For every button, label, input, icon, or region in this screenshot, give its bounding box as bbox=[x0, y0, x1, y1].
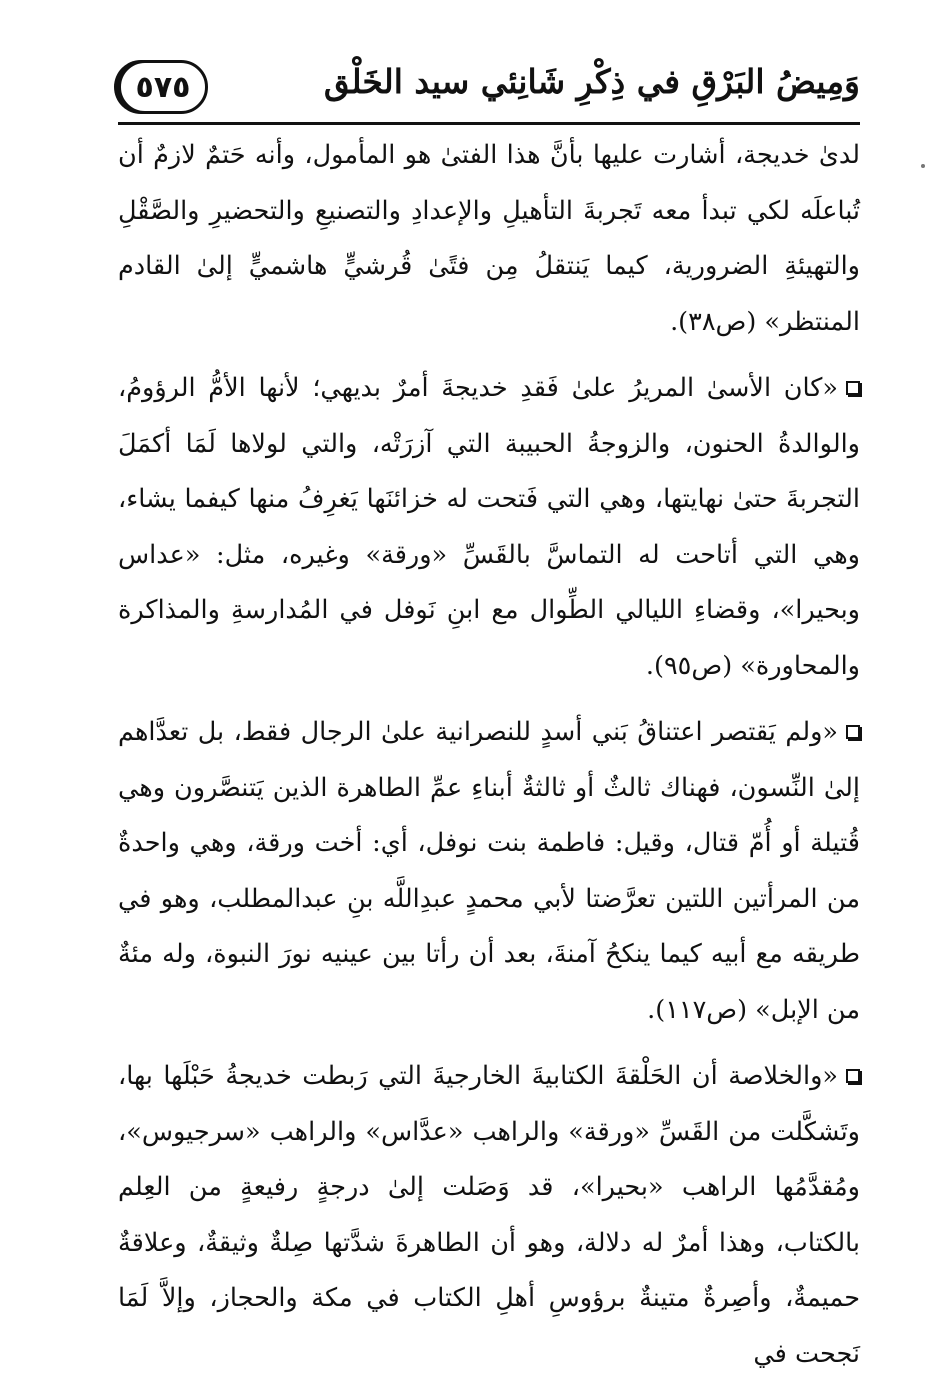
quoted-paragraph bbox=[118, 1049, 860, 1382]
page-number: ٥٧٥ bbox=[135, 69, 191, 105]
header-divider bbox=[118, 122, 860, 125]
paragraph-text: «ولم يَقتصر اعتناقُ بَني أسدٍ للنصرانية علىٰ الرجال فقط، بل تعدَّاهم إلىٰ النِّسون، فهناك ثالثٌ أو ثالثةٌ أبناءِ عمِّ الطاهرة الذين يَتنصَّرون وهي قُتيلة أو أُمّ قتال، وقيل: فاطمة بنت نوفل، أي: أخت ورقة، وهي واحدةٌ من المرأتين اللتين تعرَّضتا لأبي محمدٍ عبدِاللَّه بنِ عبدالمطلب، وهو في طريقه مع أبيه كيما ينكحُ آمنةَ، بعد أن رأتا بين عينيه نورَ النبوة، وله مئةٌ من الإبل» (ص١١٧). bbox=[118, 717, 860, 1025]
running-header bbox=[118, 60, 860, 122]
square-bullet-icon bbox=[846, 381, 860, 395]
page-number-badge bbox=[118, 60, 208, 114]
quoted-paragraph bbox=[118, 361, 860, 694]
square-bullet-icon bbox=[846, 1069, 860, 1083]
margin-speck bbox=[921, 164, 925, 168]
square-bullet-icon bbox=[846, 725, 860, 739]
body-text bbox=[118, 128, 860, 1382]
paragraph-text: «كان الأسىٰ المريرُ علىٰ فَقدِ خديجةَ أمرٌ بديهي؛ لأنها الأمُّ الرؤومُ، والوالدةُ الحنون، والزوجةُ الحبيبة التي آزرَتْه، والتي لولاها لَمَا أكمَلَ التجربةَ حتىٰ نهايتها، وهي التي فَتحت له خزائنَها يَغرِفُ منها كيفما يشاء، وهي التي أتاحت له التماسَّ بالقَسِّ «ورقة» وغيره، مثل: «عداس وبحيرا»، وقضاءِ الليالي الطِّوال مع ابنِ نَوفل في المُدارسةِ والمذاكرة والمحاورة» (ص٩٥). bbox=[118, 373, 860, 681]
running-title: وَمِيضُ البَرْقِ في ذِكْرِ شَانِئي سيد الخَلْق bbox=[323, 62, 860, 101]
paragraph-text: لدىٰ خديجة، أشارت عليها بأنَّ هذا الفتىٰ هو المأمول، وأنه حَتمٌ لازمٌ أن تُباعلَه لكي تبدأ معه تَجربةَ التأهيلِ والإعدادِ والتصنيعِ والتحضيرِ والصَّقْلِ والتهيئةِ الضرورية، كيما يَنتقلُ مِن فتًىٰ قُرشيٍّ هاشميٍّ إلىٰ القادم المنتظر» (ص٣٨). bbox=[118, 140, 860, 337]
quoted-paragraph bbox=[118, 705, 860, 1038]
paragraph-text: «والخلاصة أن الحَلْقةَ الكتابيةَ الخارجيةَ التي رَبطت خديجةُ حَبْلَها بها، وتَشكَّلت من القَسِّ «ورقة» والراهب «عدَّاس» والراهب «سرجيوس»، ومُقدَّمُها الراهب «بحيرا»، قد وَصَلت إلىٰ درجةٍ رفيعةٍ من العِلم بالكتاب، وهذا أمرٌ له دلالة، وهو أن الطاهرةَ شدَّتها صِلةٌ وثيقةٌ، وعلاقةٌ حميمةٌ، وأصِرةٌ متينةٌ برؤوسِ أهلِ الكتاب في مكة والحجاز، وإلاَّ لَمَا نَجحت في bbox=[118, 1061, 860, 1369]
paragraph-continued bbox=[118, 128, 860, 350]
